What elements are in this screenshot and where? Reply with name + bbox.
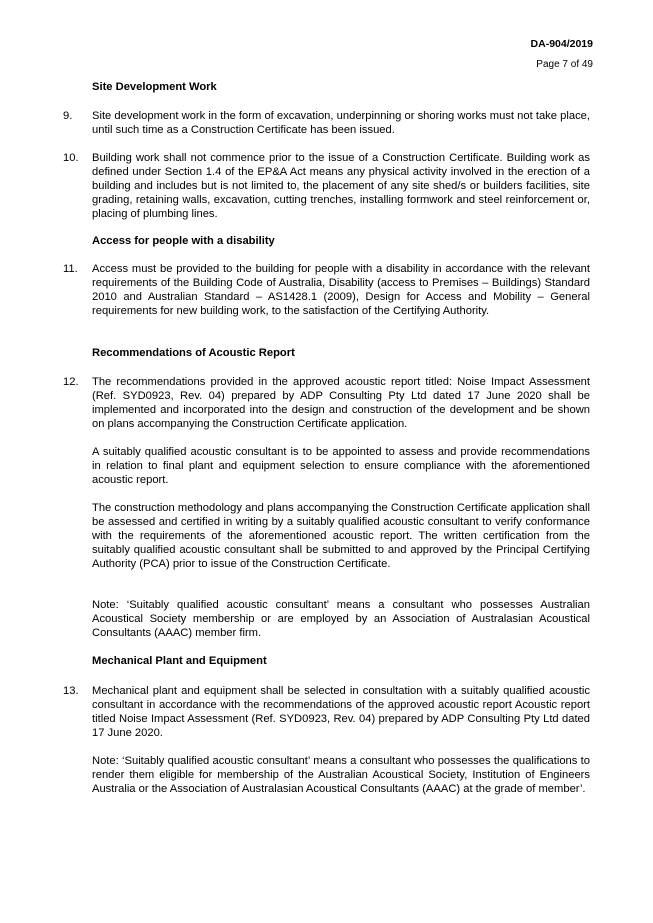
condition-12-paragraph-3: The construction methodology and plans accompanying the Construction Certificate application shall be assessed and certified in writing by a suitably qualified acoustic consultant to verify conformance with the requirements of the aforementioned acoustic report. The written certification from the suitably qualified acoustic consultant shall be submitted to and approved by the Principal Certifying Authority (PCA) prior to issue of the Construction Certificate.: [92, 502, 590, 570]
condition-12-paragraph-1: The recommendations provided in the approved acoustic report titled: Noise Impact Assessment (Ref. SYD0923, Rev. 04) prepared by ADP Consulting Pty Ltd dated 17 June 2020 shall be implemented and incorporated into the design and construction of the development and be shown on plans accompanying the Construction Certificate application.: [92, 376, 590, 430]
condition-number-11: 11.: [63, 263, 78, 275]
condition-9-text: Site development work in the form of excavation, underpinning or shoring works must not take place, until such time as a Construction Certificate has been issued.: [92, 110, 590, 136]
heading-mechanical: Mechanical Plant and Equipment: [92, 655, 267, 667]
condition-12-note: Note: ‘Suitably qualified acoustic consultant’ means a consultant who possesses Australian Acoustical Society membership or are employed by an Association of Australasian Acoustical Consultants (AAAC) member firm.: [92, 599, 590, 639]
condition-number-9: 9.: [63, 110, 73, 122]
document-reference: DA-904/2019: [530, 38, 593, 50]
page-number: Page 7 of 49: [536, 59, 593, 70]
heading-accessibility: Access for people with a disability: [92, 235, 275, 247]
heading-acoustic: Recommendations of Acoustic Report: [92, 347, 295, 359]
condition-11-text: Access must be provided to the building for people with a disability in accordance with the relevant requirements of the Building Code of Australia, Disability (access to Premises – Buildings) Standard 2010 and Australian Standard – AS1428.1 (2009), Design for Access and Mobility – General requirements for new building work, to the satisfaction of the Certifying Authority.: [92, 263, 590, 317]
condition-13-note: Note: ‘Suitably qualified acoustic consultant’ means a consultant who possesses the qualifications to render them eligible for membership of the Australian Acoustical Society, Institution of Engineers Australia or the Association of Australasian Acoustical Consultants (AAAC) at the grade of member’.: [92, 755, 590, 795]
heading-site-development: Site Development Work: [92, 81, 217, 93]
condition-number-12: 12.: [63, 376, 79, 388]
condition-number-10: 10.: [63, 152, 79, 164]
condition-12-paragraph-2: A suitably qualified acoustic consultant is to be appointed to assess and provide recommendations in relation to final plant and equipment selection to ensure compliance with the aforementioned acoustic report.: [92, 446, 590, 486]
condition-number-13: 13.: [63, 685, 79, 697]
condition-13-paragraph-1: Mechanical plant and equipment shall be selected in consultation with a suitably qualified acoustic consultant in accordance with the recommendations of the approved acoustic report Acoustic report titled Noise Impact Assessment (Ref. SYD0923, Rev. 04) prepared by ADP Consulting Pty Ltd dated 17 June 2020.: [92, 685, 590, 739]
condition-10-text: Building work shall not commence prior to the issue of a Construction Certificate. Building work as defined under Section 1.4 of the EP&A Act means any physical activity involved in the erection of a building and includes but is not limited to, the placement of any site shed/s or builders facilities, site grading, retaining walls, excavation, cutting trenches, installing formwork and steel reinforcement or, placing of plumbing lines.: [92, 152, 590, 220]
